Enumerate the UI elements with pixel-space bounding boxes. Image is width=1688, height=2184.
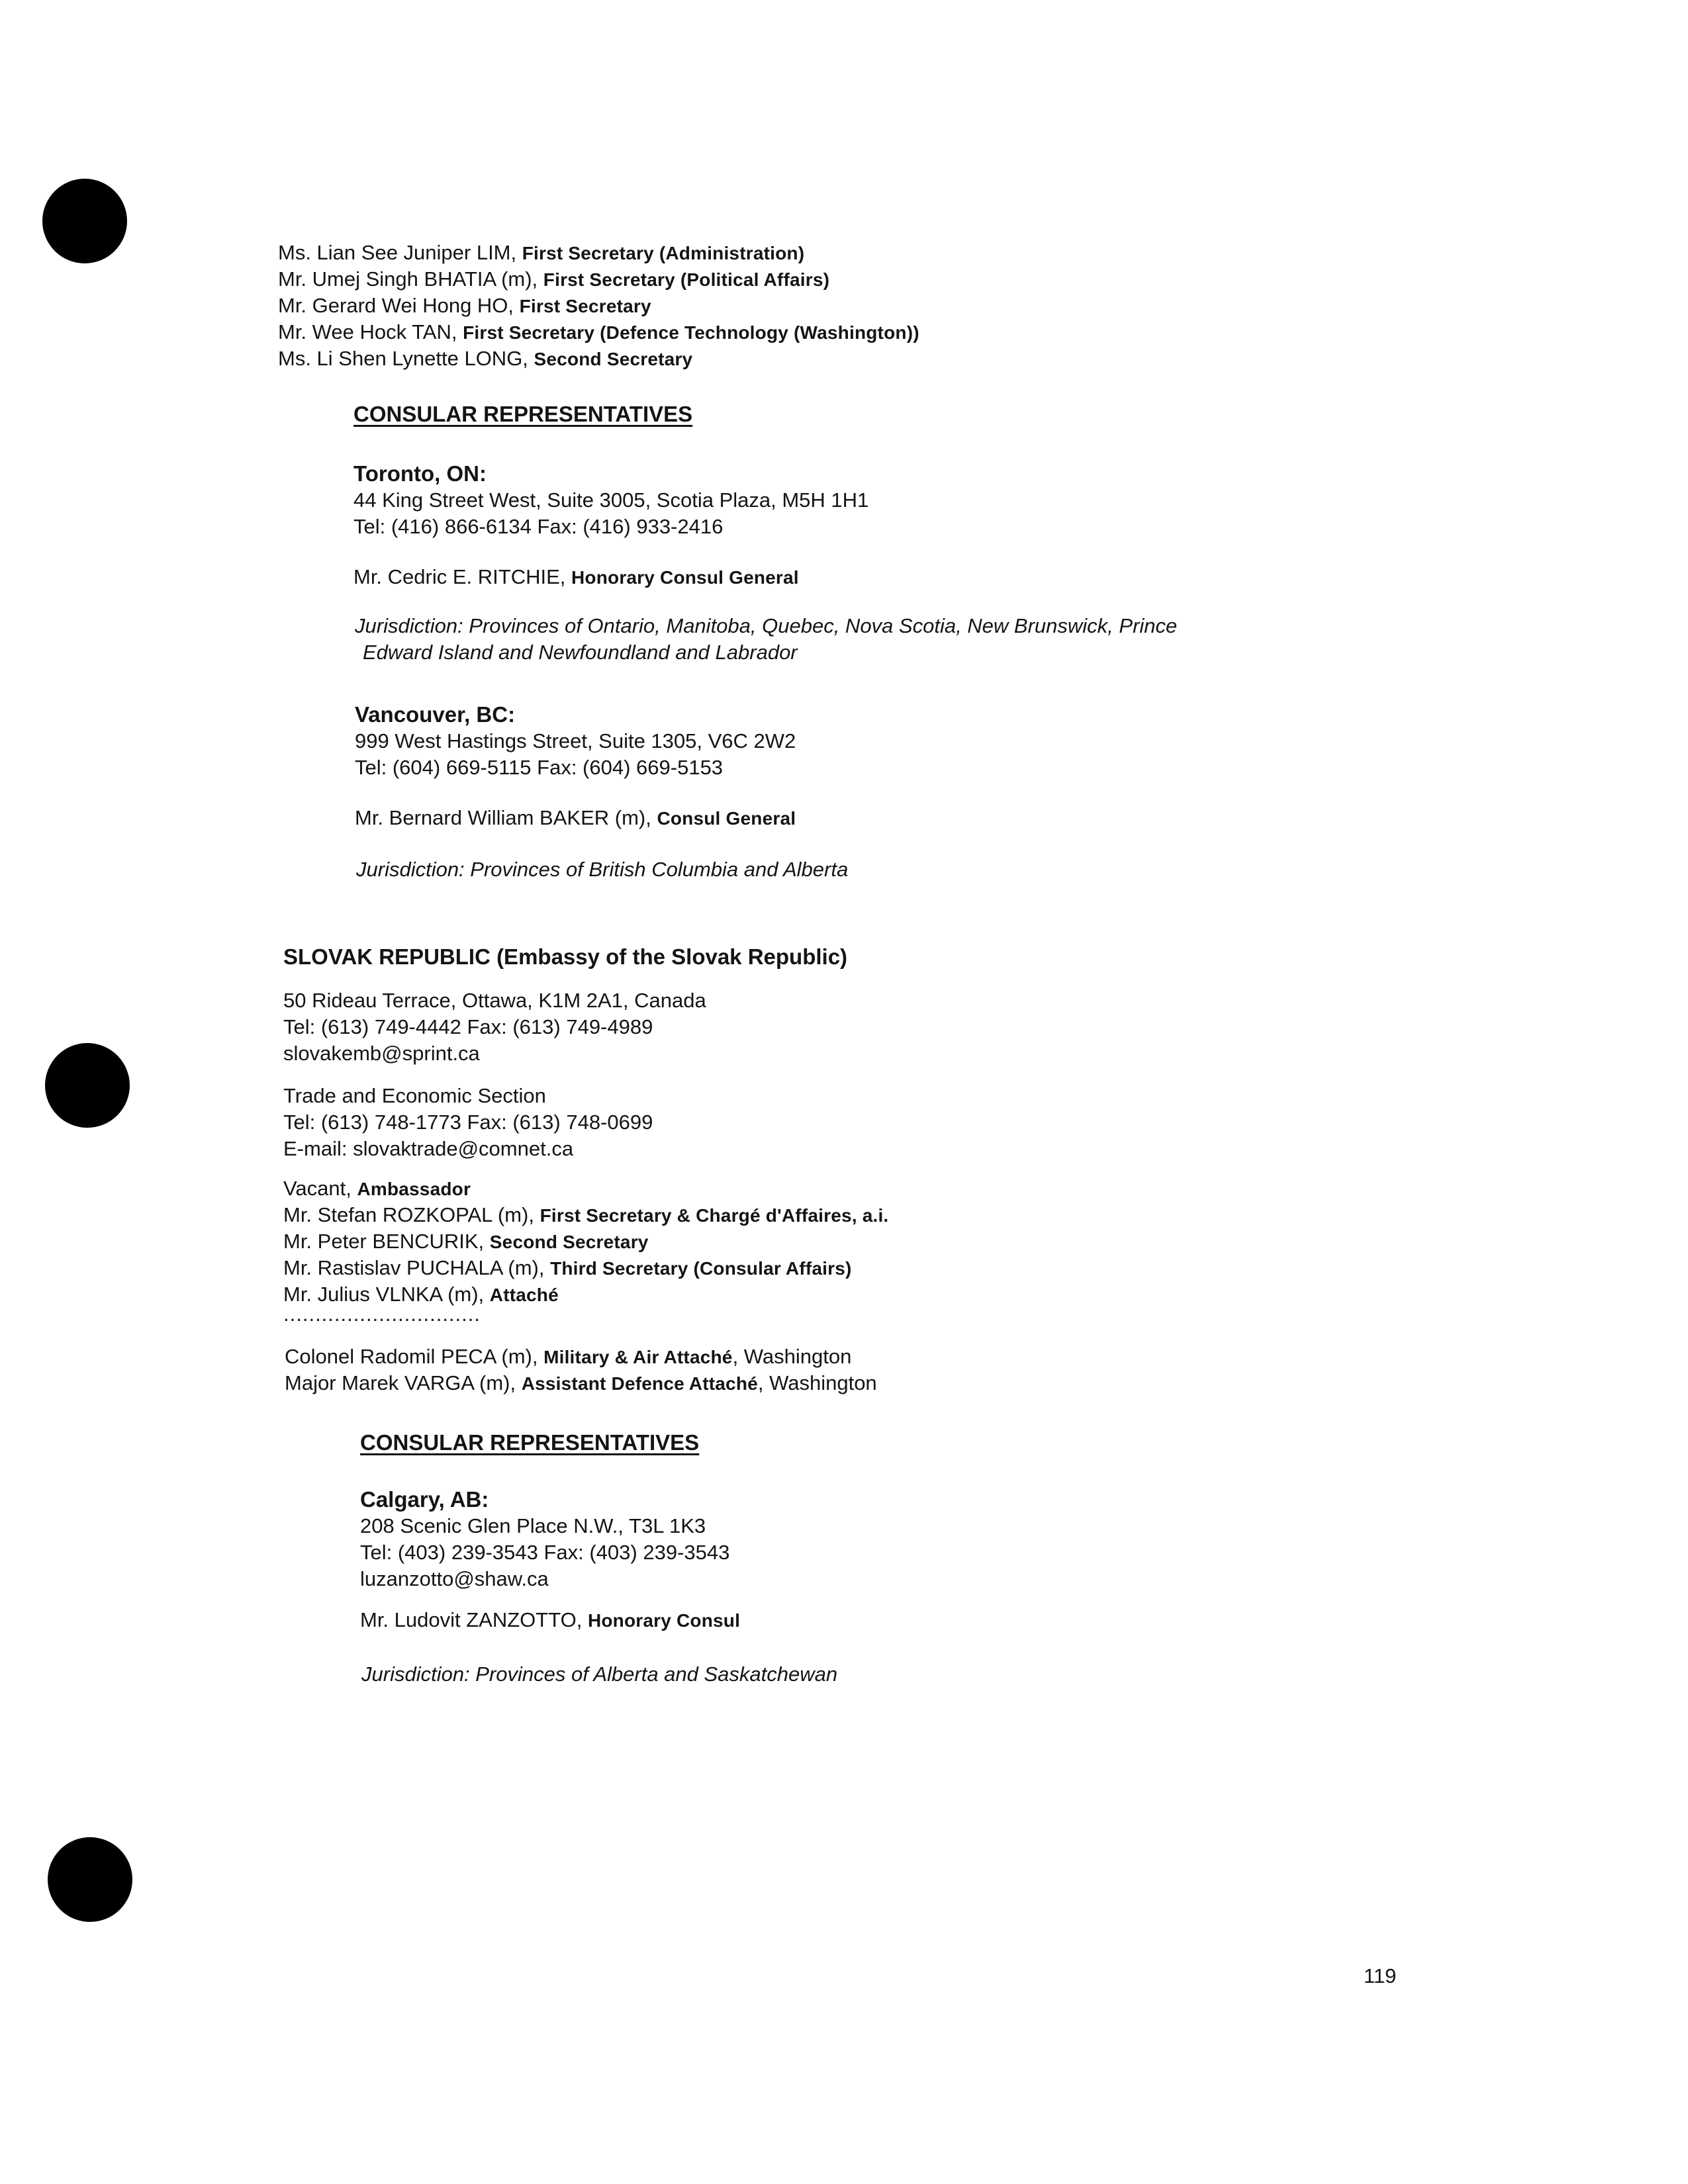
consul-line: Mr. Ludovit ZANZOTTO, Honorary Consul bbox=[360, 1608, 741, 1631]
punch-hole-top bbox=[42, 179, 127, 263]
staff-line: Mr. Umej Singh BHATIA (m), First Secretary (Political Affairs) bbox=[278, 267, 830, 291]
phone-fax: Tel: (613) 748-1773 Fax: (613) 748-0699 bbox=[283, 1111, 653, 1134]
staff-line: Ms. Li Shen Lynette LONG, Second Secretary bbox=[278, 347, 693, 370]
consular-heading: CONSULAR REPRESENTATIVES bbox=[353, 402, 693, 426]
military-attaches bbox=[285, 1343, 877, 1396]
jurisdiction: Jurisdiction: Provinces of British Columbia and Alberta bbox=[356, 858, 849, 881]
toronto-consulate bbox=[353, 461, 868, 540]
staff-line: Mr. Gerard Wei Hong HO, First Secretary bbox=[278, 294, 651, 317]
staff-line: Mr. Rastislav PUCHALA (m), Third Secretary (Consular Affairs) bbox=[283, 1256, 852, 1279]
staff-line: Mr. Stefan ROZKOPAL (m), First Secretary & Chargé d'Affaires, a.i. bbox=[283, 1203, 889, 1226]
staff-line: Colonel Radomil PECA (m), Military & Air Attaché, Washington bbox=[285, 1345, 852, 1368]
singapore-staff-list bbox=[278, 240, 919, 372]
phone-fax: Tel: (416) 866-6134 Fax: (416) 933-2416 bbox=[353, 515, 724, 538]
staff-line: Mr. Wee Hock TAN, First Secretary (Defence Technology (Washington)) bbox=[278, 320, 919, 343]
staff-line: Ms. Lian See Juniper LIM, First Secretary (Administration) bbox=[278, 241, 805, 264]
staff-line: Mr. Julius VLNKA (m), Attaché bbox=[283, 1283, 559, 1306]
phone-fax: Tel: (604) 669-5115 Fax: (604) 669-5153 bbox=[355, 756, 724, 779]
consul-line: Mr. Bernard William BAKER (m), Consul General bbox=[355, 806, 796, 829]
section-title: Trade and Economic Section bbox=[283, 1084, 546, 1107]
embassy-contact bbox=[283, 987, 706, 1067]
email: E-mail: slovaktrade@comnet.ca bbox=[283, 1137, 574, 1160]
dotted-separator: ............................... bbox=[283, 1302, 481, 1326]
address: 44 King Street West, Suite 3005, Scotia Plaza, M5H 1H1 bbox=[353, 488, 869, 512]
email: luzanzotto@shaw.ca bbox=[360, 1567, 549, 1590]
address: 208 Scenic Glen Place N.W., T3L 1K3 bbox=[360, 1514, 706, 1537]
city-heading: Vancouver, BC: bbox=[355, 702, 516, 727]
staff-line: Major Marek VARGA (m), Assistant Defence Attaché, Washington bbox=[285, 1371, 877, 1394]
staff-line: Mr. Peter BENCURIK, Second Secretary bbox=[283, 1230, 649, 1253]
jurisdiction: Jurisdiction: Provinces of Ontario, Manitoba, Quebec, Nova Scotia, New Brunswick, Prince Edward Island and Newfoundland and Labrador bbox=[355, 614, 1178, 664]
city-heading: Calgary, AB: bbox=[360, 1487, 489, 1512]
calgary-consulate bbox=[360, 1486, 729, 1592]
city-heading: Toronto, ON: bbox=[353, 461, 487, 486]
page-number: 119 bbox=[1364, 1964, 1397, 1987]
trade-section bbox=[283, 1083, 653, 1162]
punch-hole-middle bbox=[45, 1043, 130, 1128]
jurisdiction: Jurisdiction: Provinces of Alberta and Saskatchewan bbox=[361, 1662, 838, 1686]
vancouver-consulate bbox=[355, 702, 796, 781]
address: 50 Rideau Terrace, Ottawa, K1M 2A1, Canada bbox=[283, 989, 706, 1012]
staff-line: Vacant, Ambassador bbox=[283, 1177, 471, 1200]
address: 999 West Hastings Street, Suite 1305, V6C 2W2 bbox=[355, 729, 796, 752]
slovak-staff-list bbox=[283, 1175, 888, 1328]
phone-fax: Tel: (403) 239-3543 Fax: (403) 239-3543 bbox=[360, 1541, 730, 1564]
country-heading: SLOVAK REPUBLIC (Embassy of the Slovak Republic) bbox=[283, 944, 848, 969]
consular-heading: CONSULAR REPRESENTATIVES bbox=[360, 1430, 700, 1455]
consul-line: Mr. Cedric E. RITCHIE, Honorary Consul General bbox=[353, 565, 799, 588]
punch-hole-bottom bbox=[48, 1837, 132, 1922]
phone-fax: Tel: (613) 749-4442 Fax: (613) 749-4989 bbox=[283, 1015, 653, 1038]
email: slovakemb@sprint.ca bbox=[283, 1042, 480, 1065]
